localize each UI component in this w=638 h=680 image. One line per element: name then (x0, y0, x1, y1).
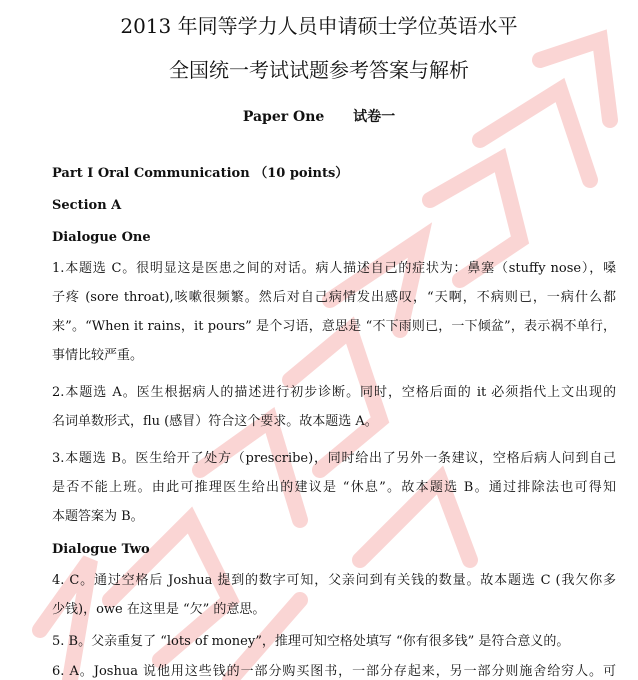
paper-heading-chinese: 试卷一 (353, 109, 396, 125)
answer-1-line-4: 事情比较严重。 (52, 348, 144, 363)
section-heading: Section A (52, 198, 122, 213)
document-title-line-2: 全国统一考试试题参考答案与解析 (169, 58, 469, 82)
answer-2-line-1: 2.本题选 A。医生根据病人的描述进行初步诊断。同时，空格后面的 it 必须指代上文出现的 (52, 385, 616, 400)
dialogue-two-heading: Dialogue Two (52, 542, 150, 557)
answer-1-line-2: 子疼 (sore throat),咳嗽很频繁。然后对自己病情发出感叹，“天啊，不病则已，一病什么都 (52, 290, 616, 305)
answer-3-line-1: 3.本题选 B。医生给开了处方（prescribe)，同时给出了另外一条建议，空格后病人问到自己 (52, 451, 616, 466)
answer-2-line-2: 名词单数形式，flu (感冒）符合这个要求。故本题选 A。 (52, 414, 378, 429)
answer-6-line-1: 6. A。Joshua 说他用这些钱的一部分购买图书，一部分存起来，另一部分则施舍给穷人。可 (52, 664, 616, 679)
answer-3-line-3: 本题答案为 B。 (52, 509, 144, 524)
answer-1-line-3: 来”。“When it rains，it pours” 是个习语，意思是 “不下雨则已，一下倾盆”，表示祸不单行， (52, 319, 616, 334)
answer-4-line-2: 少钱)，owe 在这里是 “欠” 的意思。 (52, 602, 266, 617)
paper-heading-english: Paper One (242, 109, 325, 125)
answer-1-line-1: 1.本题选 C。很明显这是医患之间的对话。病人描述自己的症状为：鼻塞（stuffy nose），嗓 (52, 261, 616, 276)
answer-3-line-2: 是否不能上班。由此可推理医生给出的建议是 “休息”。故本题选 B。通过排除法也可得知 (52, 480, 616, 495)
dialogue-one-heading: Dialogue One (52, 230, 151, 245)
document-title-line-1: 2013 年同等学力人员申请硕士学位英语水平 (120, 14, 518, 38)
answer-4-line-1: 4. C。通过空格后 Joshua 提到的数字可知，父亲问到有关钱的数量。故本题选 C (我欠你多 (52, 573, 616, 588)
answer-5-line-1: 5. B。父亲重复了 “lots of money”，推理可知空格处填写 “你有很多钱” 是符合意义的。 (52, 634, 570, 649)
part-heading: Part I Oral Communication （10 points） (52, 166, 349, 181)
paper-heading (0, 106, 638, 126)
